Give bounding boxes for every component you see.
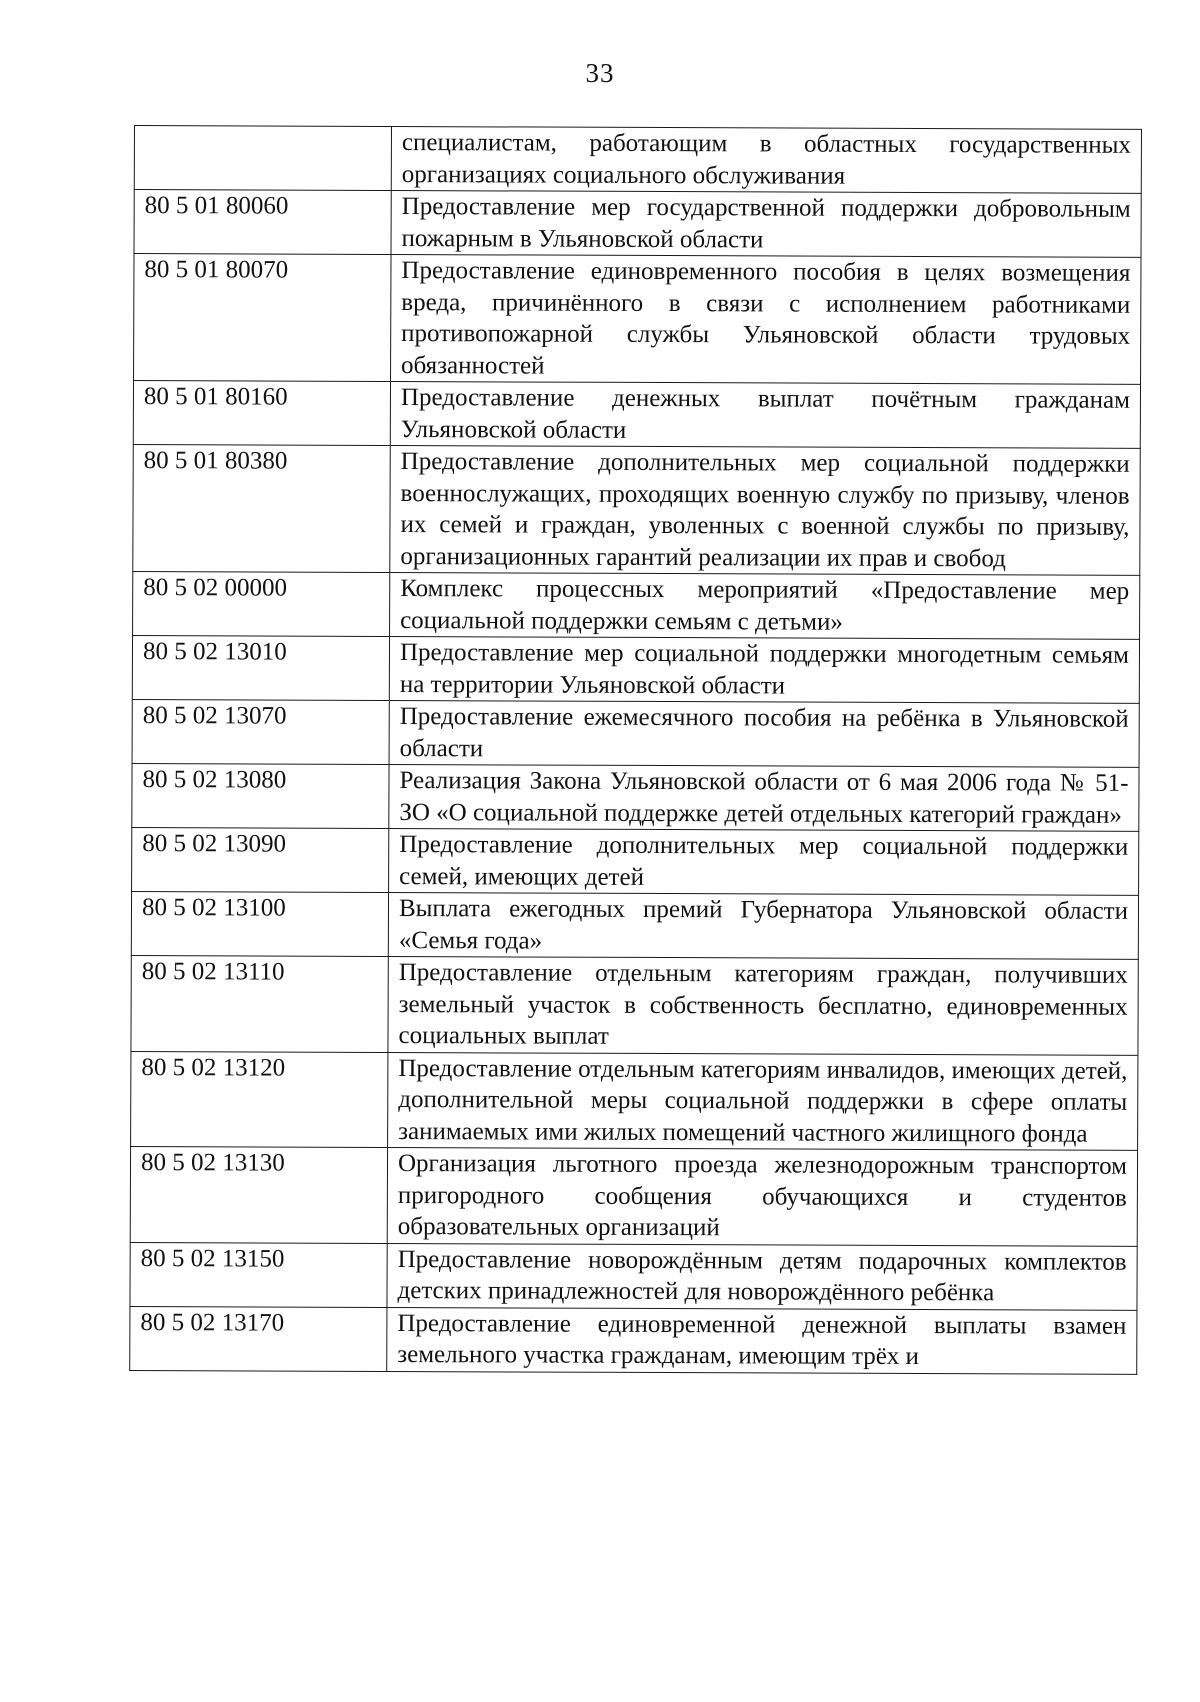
row-description: Предоставление единовременного пособия в целях возмещения вреда, причинённого в связи с исполнением работниками противопожарной службы Ульяновской области трудовых обязанностей <box>391 254 1141 384</box>
table-row <box>133 381 1140 449</box>
table-row <box>133 571 1140 639</box>
row-code: 80 5 01 80160 <box>133 381 390 446</box>
row-description: Предоставление мер государственной поддержки добровольным пожарным в Ульяновской области <box>391 190 1141 257</box>
table-row <box>134 126 1141 194</box>
row-code: 80 5 02 13100 <box>131 891 388 956</box>
row-code: 80 5 02 13010 <box>132 635 389 700</box>
row-description: Предоставление новорождённым детям подарочных комплектов детских принадлежностей для новорождённого ребёнка <box>387 1243 1137 1310</box>
row-code: 80 5 02 13080 <box>132 763 389 828</box>
row-description: Выплата ежегодных премий Губернатора Ульяновской области «Семья года» <box>388 892 1138 959</box>
row-code: 80 5 01 80380 <box>133 444 390 572</box>
row-description: Предоставление дополнительных мер социальной поддержки семей, имеющих детей <box>389 828 1139 895</box>
row-code: 80 5 02 00000 <box>133 571 390 636</box>
page-number: 33 <box>585 58 615 88</box>
table-row <box>132 699 1139 767</box>
table-row <box>132 763 1139 831</box>
row-description: Предоставление отдельным категориям инвалидов, имеющих детей, дополнительной меры социальной поддержки в сфере оплаты занимаемых ими жилых помещений частного жилищного фонда <box>388 1052 1138 1150</box>
row-code <box>134 126 391 191</box>
table-row <box>132 635 1139 703</box>
table-row <box>131 891 1138 959</box>
row-description: Реализация Закона Ульяновской области от 6 мая 2006 года № 51-ЗО «О социальной поддержке детей отдельных категорий граждан» <box>389 764 1139 831</box>
row-code: 80 5 02 13110 <box>131 955 388 1051</box>
row-description: специалистам, работающим в областных государственных организациях социального обслуживания <box>391 126 1141 193</box>
row-code: 80 5 01 80070 <box>134 254 391 382</box>
row-code: 80 5 02 13130 <box>130 1146 387 1242</box>
table-row <box>130 1242 1137 1310</box>
table-row <box>134 254 1141 385</box>
row-description: Комплекс процессных мероприятий «Предоставление мер социальной поддержки семьям с детьми» <box>390 572 1140 639</box>
row-code: 80 5 01 80060 <box>134 190 391 255</box>
table-row <box>130 1146 1137 1245</box>
table-row <box>131 1051 1138 1150</box>
budget-codes-table <box>129 125 1142 1374</box>
row-code: 80 5 02 13090 <box>132 827 389 892</box>
row-description: Предоставление ежемесячного пособия на ребёнка в Ульяновской области <box>389 700 1139 767</box>
row-code: 80 5 02 13170 <box>130 1306 387 1371</box>
table-row <box>130 1306 1137 1374</box>
row-description: Организация льготного проезда железнодорожным транспортом пригородного сообщения обучающихся и студентов образовательных организаций <box>387 1147 1137 1245</box>
row-code: 80 5 02 13150 <box>130 1242 387 1307</box>
row-description: Предоставление мер социальной поддержки многодетным семьям на территории Ульяновской области <box>389 636 1139 703</box>
row-description: Предоставление денежных выплат почётным гражданам Ульяновской области <box>390 381 1140 448</box>
row-code: 80 5 02 13070 <box>132 699 389 764</box>
table-row <box>134 190 1141 258</box>
table-row <box>132 827 1139 895</box>
row-description: Предоставление единовременной денежной выплаты взамен земельного участка гражданам, имеющим трёх и <box>387 1307 1137 1374</box>
row-description: Предоставление дополнительных мер социальной поддержки военнослужащих, проходящих военную службу по призыву, членов их семей и граждан, уволенных с военной службы по призыву, организационных гарантий реализации их прав и свобод <box>390 445 1140 575</box>
table-row <box>131 955 1138 1054</box>
row-description: Предоставление отдельным категориям граждан, получивших земельный участок в собственность бесплатно, единовременных социальных выплат <box>388 956 1138 1054</box>
row-code: 80 5 02 13120 <box>131 1051 388 1147</box>
table-row <box>133 444 1140 575</box>
